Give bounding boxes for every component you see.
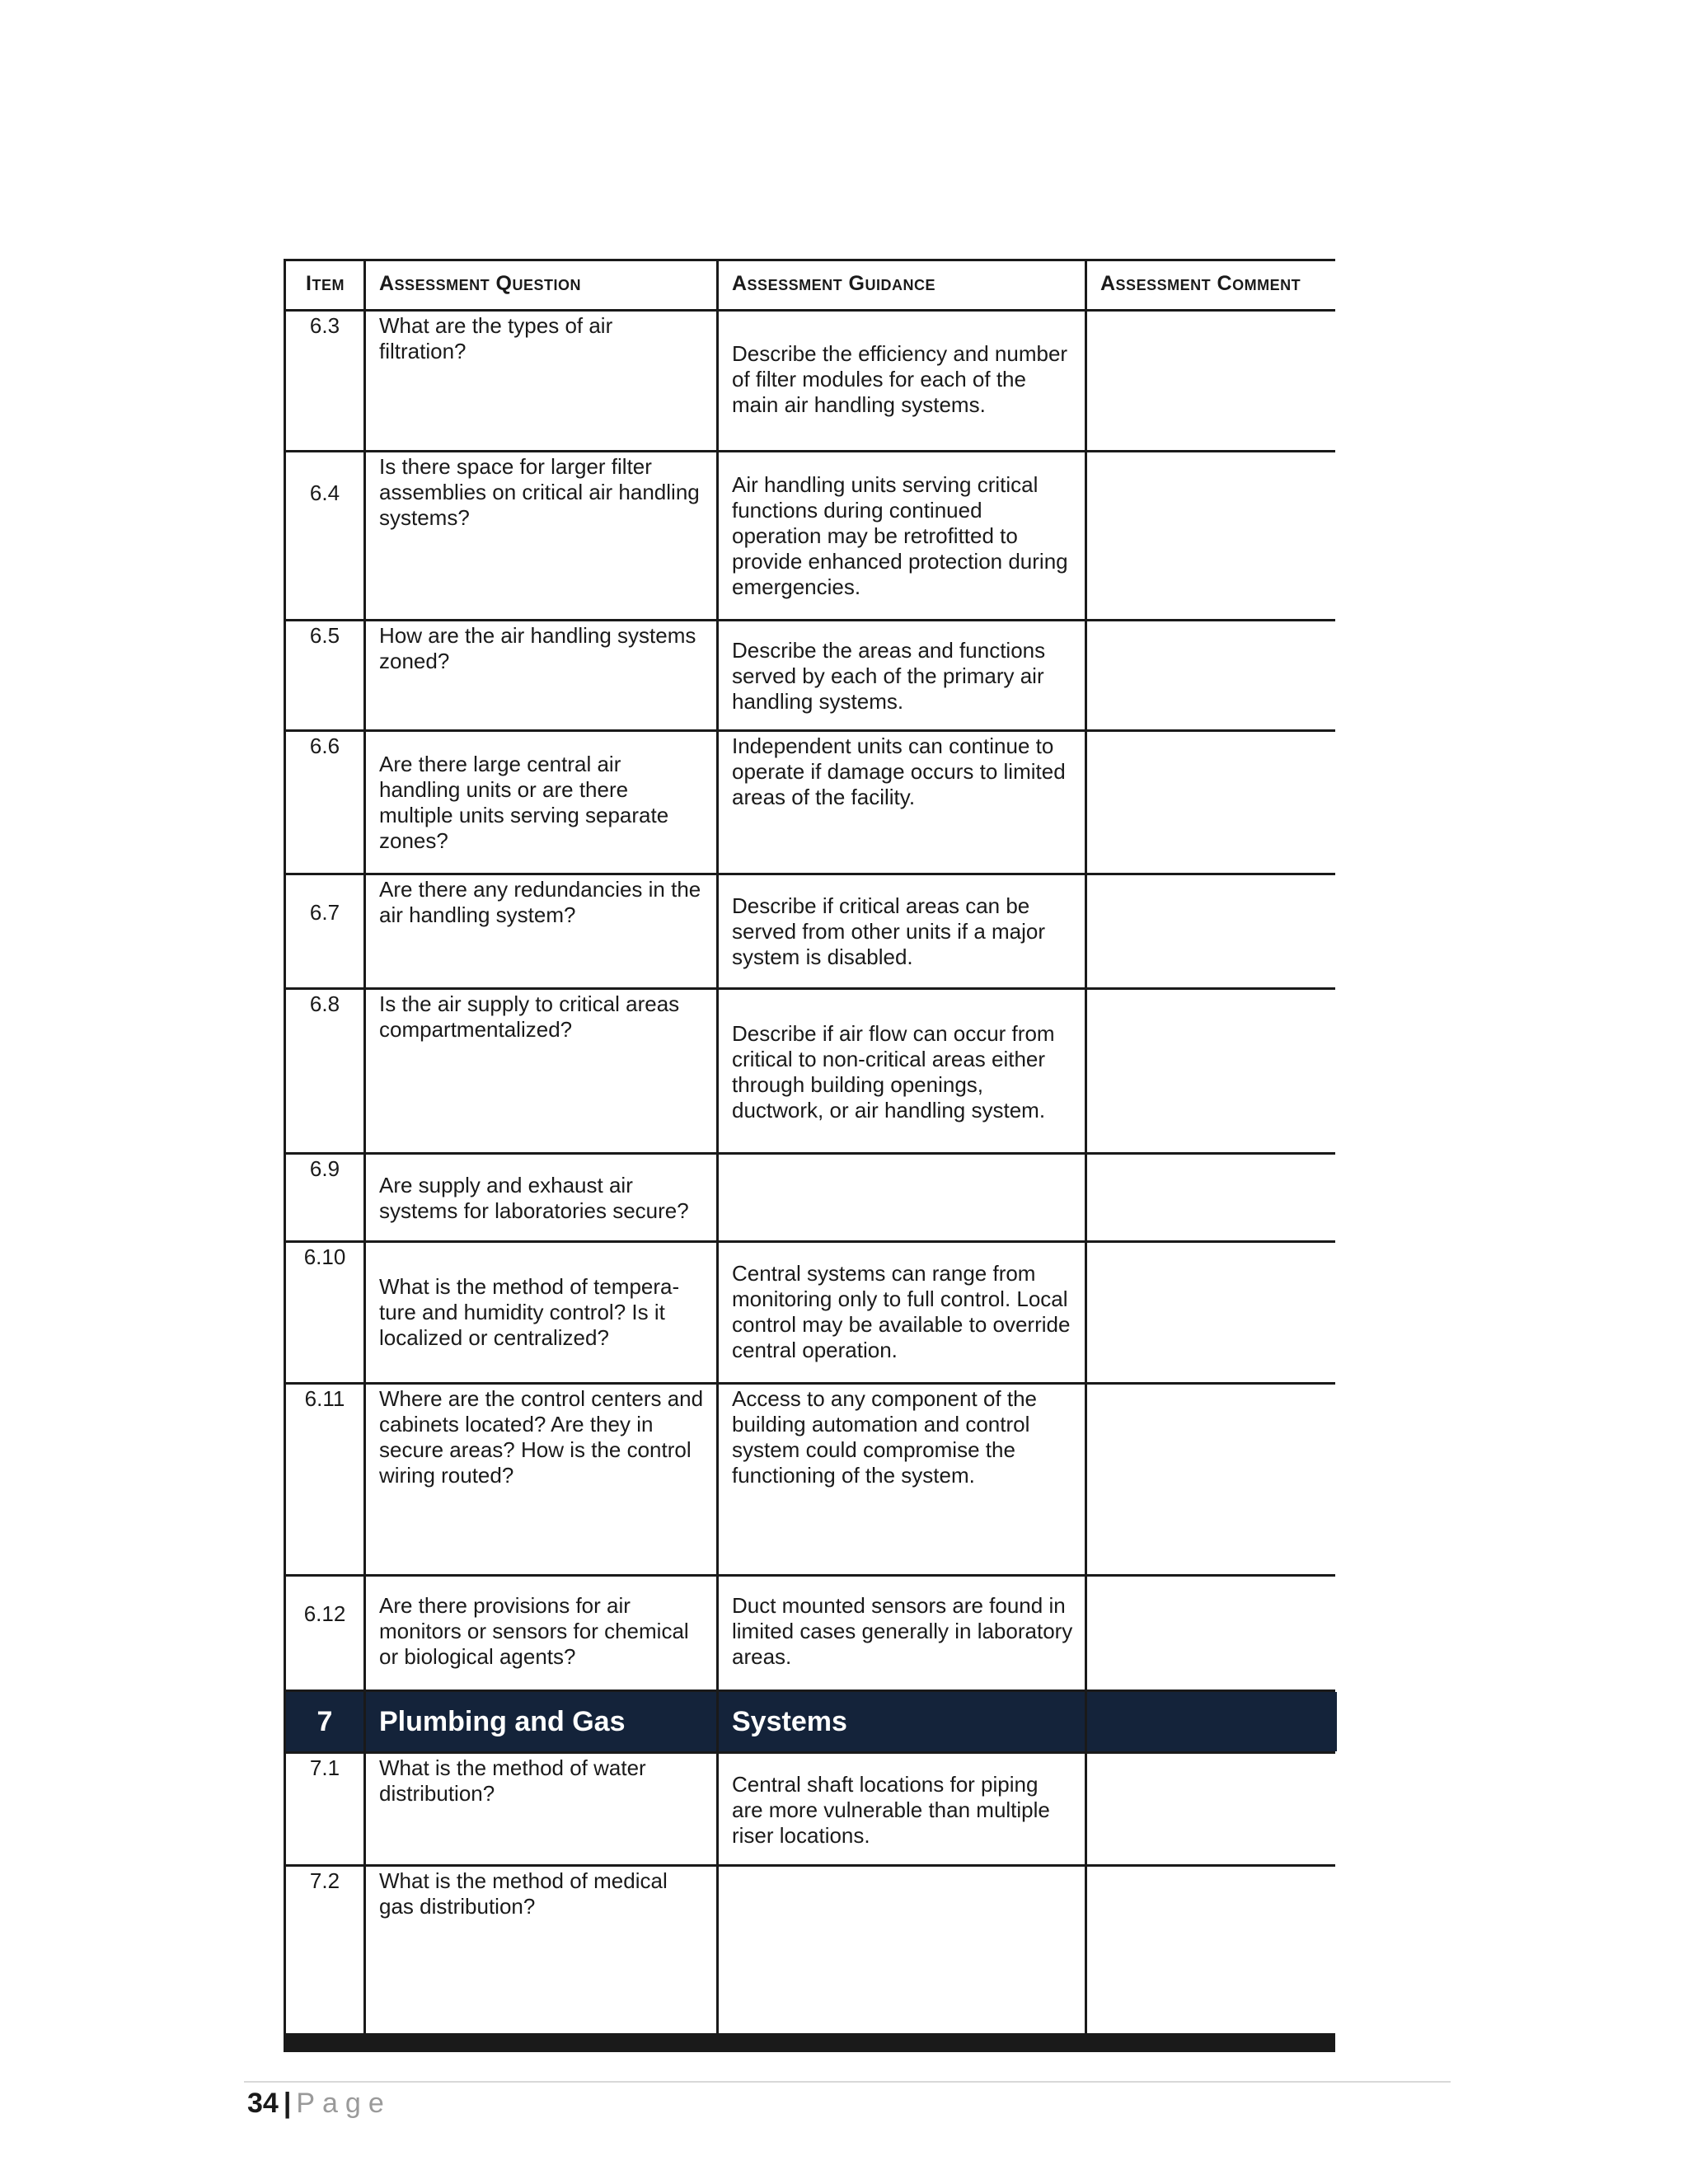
section-number: 7: [286, 1692, 363, 1751]
section-title-continued: Systems: [719, 1692, 1085, 1751]
guidance-cell: Central systems can range from monitoring only to full control. Local control may be available to override central operation.: [719, 1243, 1085, 1382]
page-footer: [247, 2083, 392, 2124]
page-separator: |: [283, 2088, 292, 2119]
question-cell: Is there space for larger filter assemblies on critical air handling systems?: [366, 452, 716, 619]
guidance-cell: Central shaft locations for piping are more vulnerable than multiple riser locations.: [719, 1754, 1085, 1864]
comment-cell[interactable]: [1087, 621, 1337, 729]
guidance-cell: Access to any component of the building automation and control system could compromise the functioning of the system.: [719, 1385, 1085, 1574]
question-cell: Are there any redundancies in the air handling system?: [366, 875, 716, 987]
item-number: 6.11: [286, 1385, 363, 1574]
item-number: 6.10: [286, 1243, 363, 1382]
item-number: 6.6: [286, 732, 363, 873]
comment-cell[interactable]: [1087, 875, 1337, 987]
question-cell: Where are the control centers and cabinets located? Are they in secure areas? How is the control wiring routed?: [366, 1385, 716, 1574]
comment-cell[interactable]: [1087, 1867, 1337, 2033]
item-number: 6.8: [286, 990, 363, 1152]
section-blank: [1087, 1692, 1337, 1751]
question-cell: What is the method of tempera-ture and humidity control? Is it localized or centralized?: [366, 1243, 716, 1382]
comment-cell[interactable]: [1087, 312, 1337, 450]
assessment-table: [284, 259, 1335, 2052]
item-number: 7.1: [286, 1754, 363, 1864]
header-guidance: Assessment Guidance: [719, 261, 1085, 309]
comment-cell[interactable]: [1087, 732, 1337, 873]
page-label: Page: [296, 2088, 392, 2119]
guidance-cell: Describe if critical areas can be served from other units if a major system is disabled.: [719, 875, 1085, 987]
question-cell: Are there large central air handling units or are there multiple units serving separate zones?: [366, 732, 716, 873]
item-number: 6.12: [286, 1577, 363, 1690]
guidance-cell: Describe if air flow can occur from critical to non-critical areas either through building openings, ductwork, or air handling system.: [719, 990, 1085, 1152]
comment-cell[interactable]: [1087, 990, 1337, 1152]
guidance-cell: Independent units can continue to operate if damage occurs to limited areas of the facility.: [719, 732, 1085, 873]
comment-cell[interactable]: [1087, 1155, 1337, 1240]
item-number: 6.7: [286, 875, 363, 987]
footer-divider: [244, 2081, 1451, 2083]
guidance-cell: [719, 1867, 1085, 2033]
question-cell: How are the air handling systems zoned?: [366, 621, 716, 729]
item-number: 6.5: [286, 621, 363, 729]
guidance-cell: Describe the areas and functions served by each of the primary air handling systems.: [719, 621, 1085, 729]
item-number: 6.4: [286, 452, 363, 619]
question-cell: Is the air supply to critical areas compartmentalized?: [366, 990, 716, 1152]
question-cell: Are supply and exhaust air systems for laboratories secure?: [366, 1155, 716, 1240]
header-question: Assessment Question: [366, 261, 716, 309]
question-cell: What are the types of air filtration?: [366, 312, 716, 450]
header-comment: Assessment Comment: [1087, 261, 1337, 309]
item-number: 6.9: [286, 1155, 363, 1240]
question-cell: What is the method of water distribution?: [366, 1754, 716, 1864]
guidance-cell: [719, 1155, 1085, 1240]
header-item: Item: [286, 261, 363, 309]
guidance-cell: Duct mounted sensors are found in limited cases generally in laboratory areas.: [719, 1577, 1085, 1690]
comment-cell[interactable]: [1087, 1385, 1337, 1574]
page-number: 34: [247, 2088, 279, 2119]
item-number: 7.2: [286, 1867, 363, 2033]
comment-cell[interactable]: [1087, 1754, 1337, 1864]
guidance-cell: Air handling units serving critical functions during continued operation may be retrofitted to provide enhanced protection during emergencies.: [719, 452, 1085, 619]
comment-cell[interactable]: [1087, 1243, 1337, 1382]
guidance-cell: Describe the efficiency and number of filter modules for each of the main air handling systems.: [719, 312, 1085, 450]
item-number: 6.3: [286, 312, 363, 450]
section-title: Plumbing and Gas: [366, 1692, 716, 1751]
comment-cell[interactable]: [1087, 1577, 1337, 1690]
question-cell: Are there provisions for air monitors or sensors for chemical or biological agents?: [366, 1577, 716, 1690]
question-cell: What is the method of medical gas distribution?: [366, 1867, 716, 2033]
comment-cell[interactable]: [1087, 452, 1337, 619]
